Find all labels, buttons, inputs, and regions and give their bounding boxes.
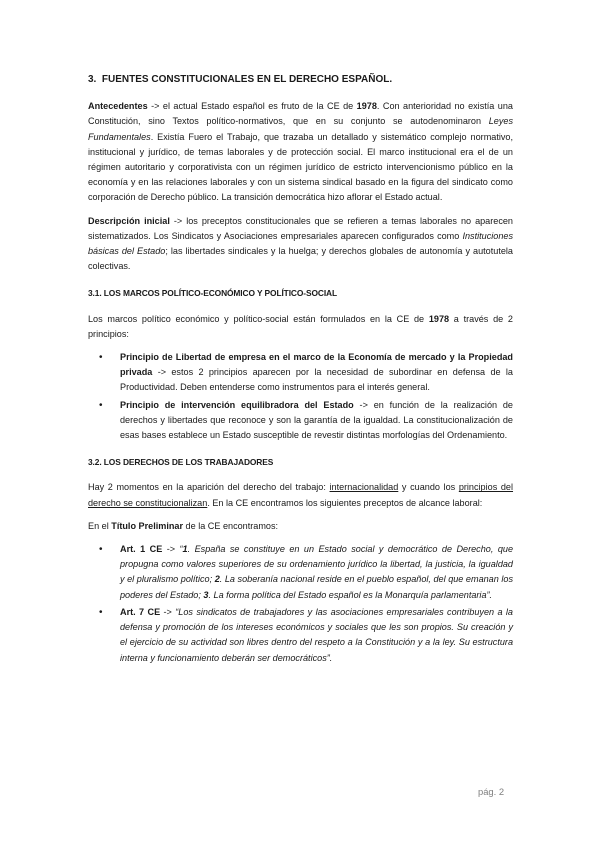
bullet-icon: • [99, 399, 103, 411]
text: el actual Estado español es fruto de la CE de [162, 101, 357, 112]
list-item [88, 350, 513, 396]
text: . Existía Fuero el Trabajo, que trazaba un detallado y sistemático complejo normativo, institucional y jurídico, de temas laborales y de protección social. El marco institucional era el de un régimen autoritario y corporativista con un régimen jurídico de estricto intervencionismo público en la economía y en las relaciones laborales y con un sistema sindical basado en la figura del sindicato como corporación de Derecho público. La transición democrática hizo aflorar el Estado actual. [88, 131, 513, 203]
clause-text: . La forma política del Estado español es la Monarquía parlamentaria [208, 589, 487, 600]
text: En el [88, 520, 112, 531]
bullet-icon: • [99, 544, 103, 556]
clause-number: 1 [182, 544, 188, 555]
section-number: 3. [88, 74, 97, 85]
subsection-heading-3-2: 3.2. LOS DERECHOS DE LOS TRABAJADORES [88, 457, 274, 468]
underlined-term: principios del derecho se constitucionalizan [88, 482, 514, 508]
section-title: FUENTES CONSTITUCIONALES EN EL DERECHO ESPAÑOL. [101, 74, 393, 85]
text: a través de 2 principios: [88, 313, 513, 339]
article-label: Art. 7 CE [120, 606, 161, 617]
arrow: -> [162, 544, 180, 555]
titulo-preliminar-line [88, 519, 513, 534]
antecedentes-label: Antecedentes [88, 101, 148, 112]
year: 1978 [356, 101, 377, 112]
titulo-preliminar: Título Preliminar [111, 520, 184, 531]
quote-mark: “ [179, 544, 183, 555]
section-heading [88, 72, 513, 87]
arrow: -> [160, 606, 176, 617]
list-item [88, 542, 513, 603]
text: y cuando los [398, 482, 459, 493]
list-item [88, 398, 513, 444]
underlined-term: internacionalidad [329, 482, 399, 493]
text: los preceptos constitucionales que se refieren a temas laborales no aparecen sistematizados. Los Sindicatos y Asociaciones empresariales aparecen configurados como [88, 215, 513, 241]
text: . Con anterioridad no existía una Constitución, sino Textos político-normativos, que en su conjunto se autodenominaron [88, 101, 513, 127]
leyes-fundamentales: Leyes Fundamentales [88, 116, 513, 142]
text: ; las libertades sindicales y la huelga; y derechos globales de autonomía y autotutela colectivas. [88, 246, 513, 272]
principles-list [88, 350, 513, 443]
sec32-intro [88, 480, 513, 510]
text: . En la CE encontramos los siguientes preceptos de alcance laboral: [207, 497, 483, 508]
principle-title: Principio de Libertad de empresa en el marco de la Economía de mercado y la Propiedad privada [120, 352, 513, 378]
subsection-heading-3-1: 3.1. LOS MARCOS POLÍTICO-ECONÓMICO Y POLÍTICO-SOCIAL [88, 288, 338, 299]
sec31-intro [88, 312, 513, 342]
bullet-icon: • [99, 352, 103, 364]
article-text: “Los sindicatos de trabajadores y las asociaciones empresariales contribuyen a la defensa y promoción de los intereses económicos y sociales que les son propios. Su creación y el ejercicio de su actividad son libres dentro del respeto a la Constitución y a la ley. Su estructura interna y funcionamiento deberán ser democráticos [120, 606, 513, 663]
text: de la CE encontramos: [183, 520, 279, 531]
list-item [88, 605, 513, 666]
principle-text: -> en función de la realización de derechos y libertades que reconoce y son la garantía de la igualdad. La constitucionalización de esas bases establece un Estado susceptible de revestir distintas morfologías del Ordenamiento. [120, 399, 513, 441]
descripcion-label: Descripción inicial [88, 215, 170, 226]
descripcion-paragraph [88, 214, 513, 275]
arrow: -> [169, 215, 187, 226]
text: Los marcos político económico y político-social están formulados en la CE de [88, 313, 429, 324]
clause-text: . La soberanía nacional reside en el pueblo español, del que emanan los poderes del Estado; [120, 574, 513, 600]
articles-list [88, 542, 513, 666]
quote-end: ”. [486, 589, 493, 600]
principle-title: Principio de intervención equilibradora del Estado [120, 399, 354, 410]
text: Hay 2 momentos en la aparición del derecho del trabajo: [88, 482, 330, 493]
arrow: -> [147, 101, 163, 112]
clause-text: . España se constituye en un Estado social y democrático de Derecho, que propugna como valores superiores de su ordenamiento jurídico la libertad, la justicia, la igualdad y el pluralismo político; [120, 544, 513, 585]
principle-text: -> estos 2 principios aparecen por la necesidad de subordinar en defensa de la Productividad. Deben entenderse como instrumentos para el interés general. [120, 367, 513, 393]
year: 1978 [428, 313, 450, 324]
clause-number: 3 [203, 589, 209, 600]
article-label: Art. 1 CE [120, 544, 163, 555]
instituciones-basicas: Instituciones básicas del Estado [88, 230, 513, 257]
clause-number: 2 [214, 574, 220, 585]
quote-end: ”. [326, 652, 333, 663]
page-content [88, 72, 513, 672]
antecedentes-paragraph [88, 99, 513, 205]
bullet-icon: • [99, 606, 103, 618]
page-number: pág. 2 [478, 786, 505, 797]
